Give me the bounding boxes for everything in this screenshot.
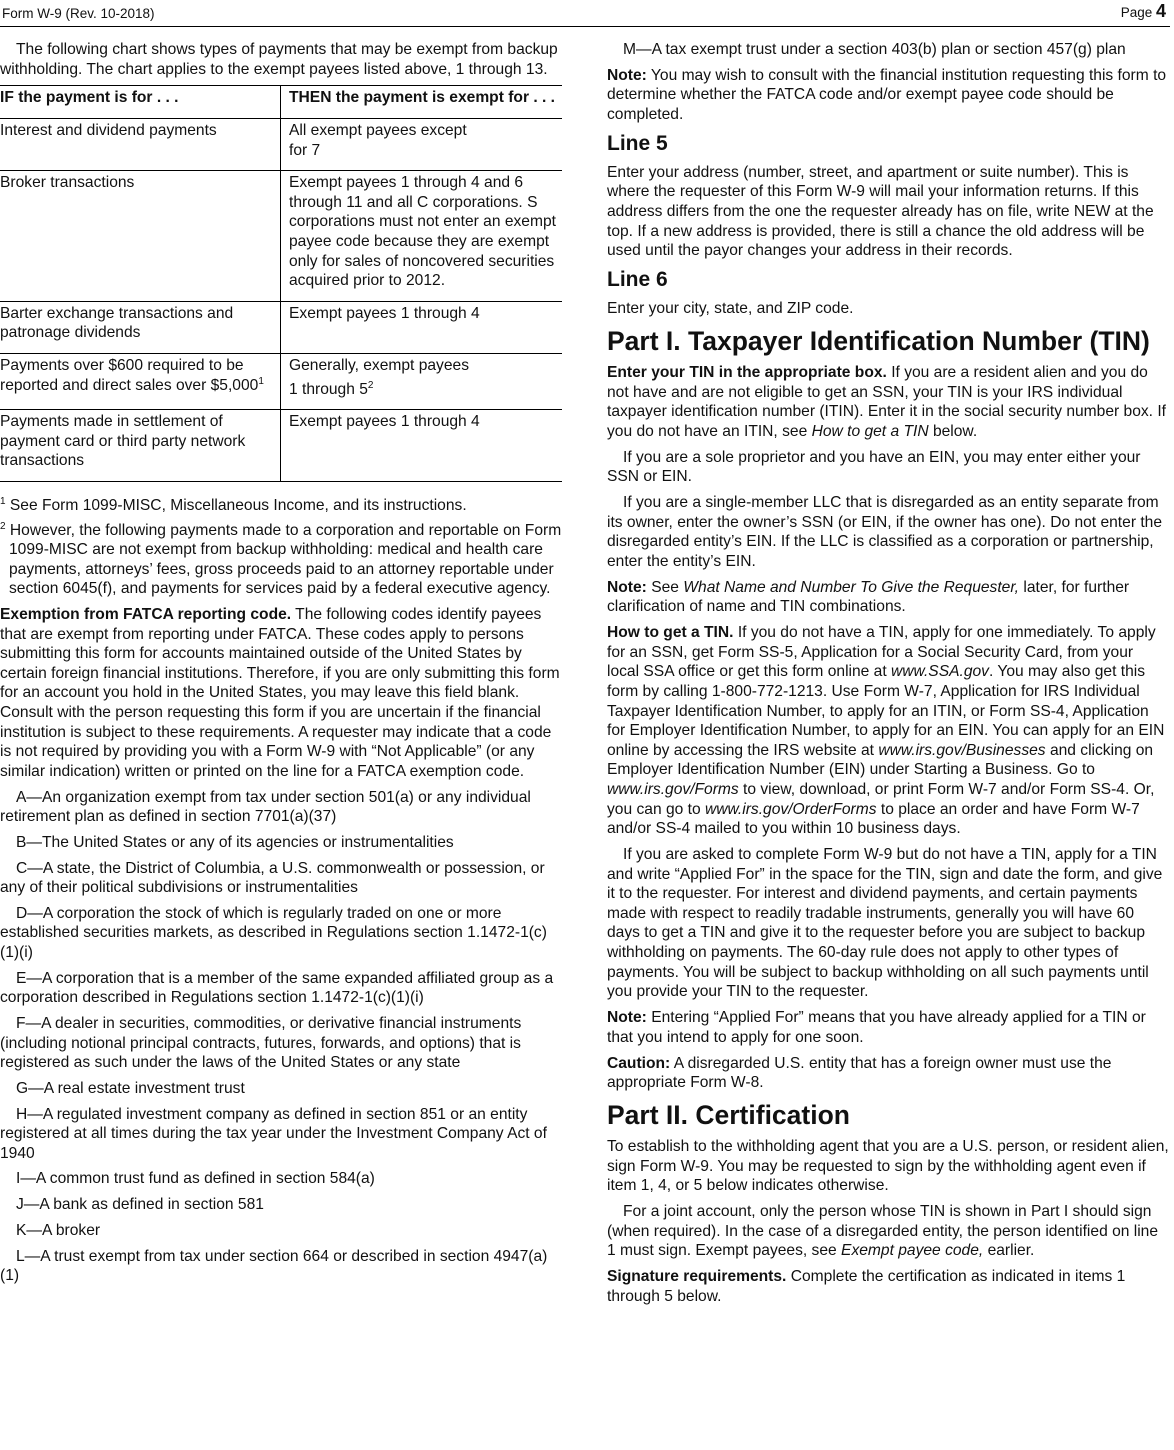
chart-intro: The following chart shows types of payments that may be exempt from backup withholding. The chart applies to the exempt payees listed above, 1 through 13. (0, 41, 558, 78)
table-cell: Generally, exempt payees 1 through $5^2$ (281, 354, 563, 410)
table-row (0, 301, 562, 353)
signature-requirements: Signature requirements. Complete the certification as indicated in items 1 through 5 below. (607, 1268, 1126, 1305)
fatca-code-d: D—A corporation the stock of which is regularly traded on one or more established securities markets, as described in Regulations section 1.1472-1(c)(1)(i) (0, 904, 547, 962)
line6-heading: Line 6 (607, 268, 668, 292)
fatca-code-b: B—The United States or any of its agencies or instrumentalities (16, 833, 454, 851)
col1-header: IF the payment is for . . . (0, 86, 281, 119)
fatca-code-j: J—A bank as defined in section 581 (16, 1196, 264, 1214)
table-row (0, 119, 562, 171)
caution-paragraph: Caution: A disregarded U.S. entity that has a foreign owner must use the appropriate Form W-8. (607, 1054, 1112, 1092)
fatca-code-l: L—A trust exempt from tax under section 664 or described in section 4947(a)(1) (0, 1247, 548, 1285)
fatca-code-h: H—A regulated investment company as defined in section 851 or an entity registered at all times during the tax year under the Investment Company Act of 1940 (0, 1105, 547, 1162)
fatca-code-c: C—A state, the District of Columbia, a U.S. commonwealth or possession, or any of their political subdivisions or instrumentalities (0, 859, 545, 897)
table-cell: Payments over $600 required to be reported and direct sales over $5,000$^1$ (0, 354, 281, 410)
table-cell: Interest and dividend payments (0, 119, 281, 171)
footnote-2: $^2$ However, the following payments made to a corporation and reportable on Form 1099-MISC are not exempt from backup withholding: medical and health care payments, attorneys’ fees, gross proceeds paid to an attorney reportable under section 6045(f), and payments for services paid by a federal executive agency. (0, 520, 562, 598)
line5-heading: Line 5 (607, 131, 668, 155)
right-column (607, 40, 1169, 1313)
footnote-1: $^1$ See Form 1099-MISC, Miscellaneous Income, and its instructions. (0, 495, 467, 514)
fatca-code-a: A—An organization exempt from tax under section 501(a) or any individual retirement plan as defined in section 7701(a)(37) (0, 788, 531, 826)
fatca-code-e: E—A corporation that is a member of the same expanded affiliated group as a corporation described in Regulations section 1.1472-1(c)(1)(i) (0, 969, 554, 1007)
table-row (0, 410, 562, 482)
note-name-number: Note: See What Name and Number To Give the Requester, later, for further clarification of name and TIN combinations. (607, 578, 1130, 616)
certification-paragraph: To establish to the withholding agent that you are a U.S. person, or resident alien, sign Form W-9. You may be requested to sign by the withholding agent even if item 1, 4, or 5 below indicates otherwise. (607, 1138, 1169, 1195)
note-fatca: Note: You may wish to consult with the financial institution requesting this form to determine whether the FATCA code and/or exempt payee code should be completed. (607, 66, 1167, 123)
fatca-code-m: M—A tax exempt trust under a section 403(b) plan or section 457(g) plan (623, 41, 1126, 58)
table-cell: Exempt payees 1 through 4 (281, 301, 563, 353)
table-cell: Exempt payees 1 through 4 (281, 410, 563, 482)
page-header (0, 0, 1170, 27)
part1-heading: Part I. Taxpayer Identification Number (TIN) (607, 325, 1150, 356)
note-applied-for: Note: Entering “Applied For” means that you have already applied for a TIN or that you intend to apply for one soon. (607, 1009, 1146, 1046)
table-row (0, 354, 562, 410)
table-cell: Payments made in settlement of payment card or third party network transactions (0, 410, 281, 482)
exempt-payments-table (0, 85, 562, 482)
fatca-code-f: F—A dealer in securities, commodities, or derivative financial instruments (including notional principal contracts, futures, forwards, and options) that is registered as such under the laws of the United States or any state (0, 1015, 522, 1072)
col2-header: THEN the payment is exempt for . . . (281, 86, 563, 119)
table-cell: All exempt payees except for 7 (281, 119, 563, 171)
left-column (0, 40, 562, 1292)
applied-for-paragraph: If you are asked to complete Form W-9 but do not have a TIN, apply for a TIN and write “Applied For” in the space for the TIN, sign and date the form, and give it to the requester. For interest and dividend payments, and certain payments made with respect to readily tradable instruments, generally you will have 60 days to get a TIN and give it to the requester before you are subject to backup withholding on payments. The 60-day rule does not apply to other types of payments. You will be subject to backup withholding on all such payments until you provide your TIN to the requester. (607, 846, 1163, 1001)
tin-paragraph: Enter your TIN in the appropriate box. If you are a resident alien and you do not have and are not eligible to get an SSN, your TIN is your IRS individual taxpayer identification number (ITIN). Enter it in the social security number box. If you do not have an ITIN, see How to get a TIN below. (607, 363, 1167, 440)
fatca-code-g: G—A real estate investment trust (16, 1079, 245, 1097)
fatca-code-k: K—A broker (16, 1221, 101, 1239)
joint-account-paragraph: For a joint account, only the person whose TIN is shown in Part I should sign (when required). In the case of a disregarded entity, the person identified on line 1 must sign. Exempt payees, see Exempt payee code, earlier. (607, 1203, 1159, 1260)
table-cell: Broker transactions (0, 171, 281, 302)
table-row (0, 171, 562, 302)
llc-paragraph: If you are a single-member LLC that is disregarded as an entity separate from its owner, enter the owner’s SSN (or EIN, if the owner has one). Do not enter the disregarded entity’s EIN. If the LLC is classified as a corporation or partnership, enter the entity’s EIN. (607, 494, 1163, 570)
table-cell: Barter exchange transactions and patronage dividends (0, 301, 281, 353)
page-number: Page 4 (1120, 1, 1166, 21)
fatca-paragraph: Exemption from FATCA reporting code. The following codes identify payees that are exempt from reporting under FATCA. These codes apply to persons submitting this form for accounts maintained outside of the United States by certain foreign financial institutions. Therefore, if you are only submitting this form for an account you hold in the United States, you may leave this field blank. Consult with the person requesting this form if you are uncertain if the financial institution is subject to these requirements. A requester may indicate that a code is not required by providing you with a Form W-9 with “Not Applicable” (or any similar indication) written or printed on the line for a FATCA exemption code. (0, 605, 560, 780)
line5-text: Enter your address (number, street, and apartment or suite number). This is where the requester of this Form W-9 will mail your information returns. If this address differs from the one the requester already has on file, write NEW at the top. If a new address is provided, there is still a chance the old address will be used until the payor changes your address in their records. (607, 163, 1154, 260)
table-cell: Exempt payees 1 through 4 and 6 through 11 and all C corporations. S corporations must not enter an exempt payee code because they are exempt only for sales of noncovered securities acquired prior to 2012. (281, 171, 563, 302)
fatca-code-i: I—A common trust fund as defined in section 584(a) (16, 1170, 375, 1188)
table-header-row (0, 86, 562, 119)
part2-heading: Part II. Certification (607, 1100, 850, 1131)
form-label: Form W-9 (Rev. 10-2018) (2, 6, 155, 21)
how-to-get-tin: How to get a TIN. If you do not have a TIN, apply for one immediately. To apply for an SSN, get Form SS-5, Application for a Social Security Card, from your local SSA office or get this form online at www.SSA.gov. You may also get this form by calling 1-800-772-1213. Use Form W-7, Application for IRS Individual Taxpayer Identification Number, to apply for an ITIN, or Form SS-4, Application for Employer Identification Number, to apply for an EIN. You can apply for an EIN online by accessing the IRS website at www.irs.gov/Businesses and clicking on Employer Identification Number (EIN) under Starting a Business. Go to www.irs.gov/Forms to view, download, or print Form W-7 and/or Form SS-4. Or, you can go to www.irs.gov/OrderForms to place an order and have Form W-7 and/or SS-4 mailed to you within 10 business days. (607, 624, 1165, 838)
line6-text: Enter your city, state, and ZIP code. (607, 300, 854, 318)
sole-proprietor-paragraph: If you are a sole proprietor and you have an EIN, you may enter either your SSN or EIN. (607, 448, 1141, 486)
